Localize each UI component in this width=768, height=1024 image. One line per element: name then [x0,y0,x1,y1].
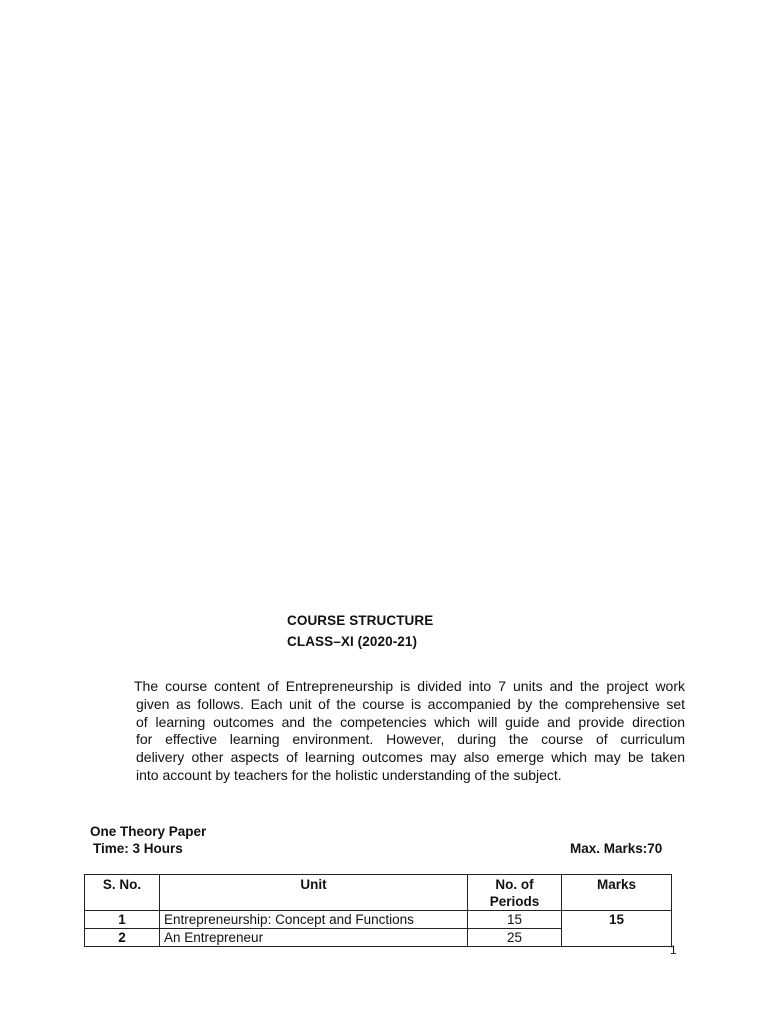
intro-line: of learning outcomes and the competencies which will guide and provide direction [136,713,685,730]
header-sno: S. No. [85,875,160,911]
intro-paragraph [134,678,685,785]
intro-line: given as follows. Each unit of the course is accompanied by the comprehensive set [136,695,685,712]
row-unit: An Entrepreneur [160,929,468,947]
header-marks: Marks [562,875,672,911]
class-heading: CLASS–XI (2020-21) [287,634,418,649]
course-structure-heading: COURSE STRUCTURE [287,613,434,628]
units-table [84,874,672,947]
row-periods: 15 [468,911,562,929]
intro-line: The course content of Entrepreneurship is divided into 7 units and the project work [134,678,685,694]
table-row [85,911,672,929]
intro-line: delivery other aspects of learning outcomes may also emerge which may be taken [136,749,685,766]
table-header-row [85,875,672,911]
header-unit: Unit [160,875,468,911]
row-unit: Entrepreneurship: Concept and Functions [160,911,468,929]
header-periods [468,875,562,911]
row-sno: 2 [85,929,160,947]
paper-max-marks: Max. Marks:70 [570,841,663,856]
paper-time: Time: 3 Hours [93,841,183,856]
paper-title: One Theory Paper [90,824,207,839]
intro-line: into account by teachers for the holistic understanding of the subject. [136,766,562,783]
header-periods-line2: Periods [489,894,540,909]
page-number: 1 [670,943,677,957]
row-periods: 25 [468,929,562,947]
header-periods-line1: No. of [495,877,534,892]
row-sno: 1 [85,911,160,929]
row-marks: 15 [562,911,672,947]
intro-line: for effective learning environment. However, during the course of curriculum [136,731,685,748]
